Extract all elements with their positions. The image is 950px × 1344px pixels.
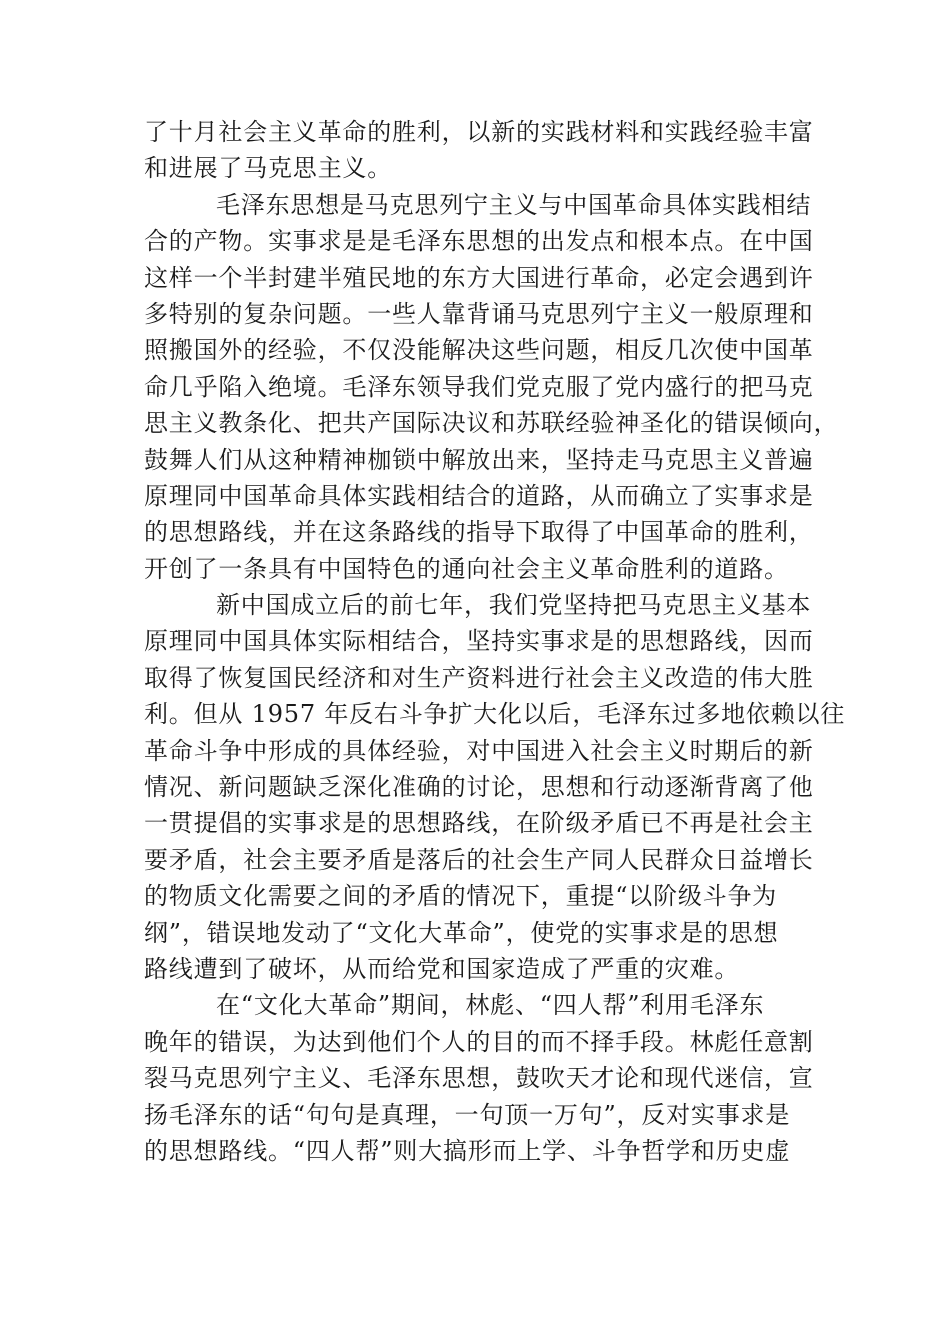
text-line: 照搬国外的经验，不仅没能解决这些问题，相反几次使中国革 [144, 336, 814, 365]
text-line: 取得了恢复国民经济和对生产资料进行社会主义改造的伟大胜 [144, 663, 814, 692]
text-line: 开创了一条具有中国特色的通向社会主义革命胜利的道路。 [144, 554, 789, 583]
text-line: 命几乎陷入绝境。毛泽东领导我们党克服了党内盛行的把马克 [144, 372, 814, 401]
body-text [144, 114, 846, 1169]
text-line: 原理同中国具体实际相结合，坚持实事求是的思想路线，因而 [144, 627, 814, 656]
text-line: 纲”，错误地发动了“文化大革命”，使党的实事求是的思想 [144, 918, 779, 947]
text-line: 的思想路线，并在这条路线的指导下取得了中国革命的胜利， [144, 518, 814, 547]
text-line: 路线遭到了破坏，从而给党和国家造成了严重的灾难。 [144, 954, 740, 983]
text-line: 裂马克思列宁主义、毛泽东思想，鼓吹天才论和现代迷信，宣 [144, 1064, 814, 1093]
text-line: 这样一个半封建半殖民地的东方大国进行革命，必定会遇到许 [144, 263, 814, 292]
text-line: 了十月社会主义革命的胜利，以新的实践材料和实践经验丰富 [144, 118, 814, 146]
text-line: 的思想路线。“四人帮”则大搞形而上学、斗争哲学和历史虚 [144, 1136, 791, 1165]
text-line: 新中国成立后的前七年，我们党坚持把马克思主义基本 [216, 591, 812, 620]
text-line: 鼓舞人们从这种精神枷锁中解放出来，坚持走马克思主义普遍 [144, 445, 814, 474]
text-line: 合的产物。实事求是是毛泽东思想的出发点和根本点。在中国 [144, 227, 814, 256]
text-line: 情况、新问题缺乏深化准确的讨论，思想和行动逐渐背离了他 [144, 773, 814, 802]
text-line: 原理同中国革命具体实践相结合的道路，从而确立了实事求是 [144, 481, 814, 510]
text-line: 利。但从 1957 年反右斗争扩大化以后，毛泽东过多地依赖以往 [144, 700, 846, 729]
text-line: 要矛盾，社会主要矛盾是落后的社会生产同人民群众日益增长 [144, 845, 814, 874]
text-line: 晚年的错误，为达到他们个人的目的而不择手段。林彪任意割 [144, 1027, 814, 1056]
text-line: 的物质文化需要之间的矛盾的情况下，重提“以阶级斗争为 [144, 882, 778, 911]
text-line: 革命斗争中形成的具体经验，对中国进入社会主义时期后的新 [144, 736, 814, 765]
text-line: 多特别的复杂问题。一些人靠背诵马克思列宁主义一般原理和 [144, 299, 814, 328]
text-line: 扬毛泽东的话“句句是真理，一句顶一万句”，反对实事求是 [144, 1100, 791, 1129]
text-line: 和进展了马克思主义。 [144, 154, 392, 183]
text-line: 思主义教条化、把共产国际决议和苏联经验神圣化的错误倾向， [144, 409, 839, 438]
text-line: 在“文化大革命”期间，林彪、“四人帮”利用毛泽东 [216, 991, 765, 1020]
text-line: 毛泽东思想是马克思列宁主义与中国革命具体实践相结 [216, 190, 812, 219]
text-line: 一贯提倡的实事求是的思想路线，在阶级矛盾已不再是社会主 [144, 809, 814, 838]
